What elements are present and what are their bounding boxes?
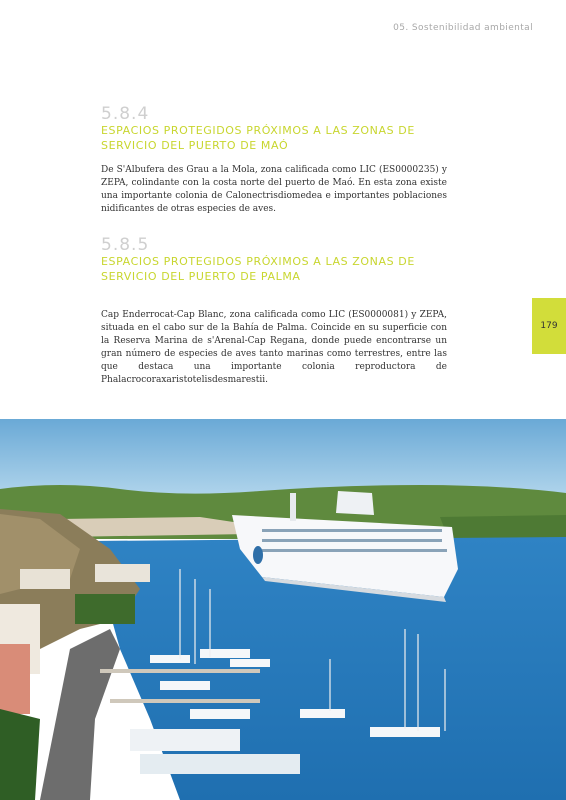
section-number: 5.8.4 bbox=[101, 104, 150, 124]
page-number: 179 bbox=[540, 321, 558, 331]
section-body: De S'Albufera des Grau a la Mola, zona calificada como LIC (ES0000235) y ZEPA, colindante con la costa norte del puerto de Maó. En esta zona existe una importante colonia de Calonectrisdiomedea e importantes poblaciones nidificantes de otras especies de aves. bbox=[101, 165, 447, 214]
section-number: 5.8.5 bbox=[101, 235, 150, 255]
harbor-photo bbox=[0, 419, 566, 800]
section-5-8-5 bbox=[101, 236, 447, 387]
section-body: Cap Enderrocat-Cap Blanc, zona calificada como LIC (ES0000081) y ZEPA, situada en el cabo sur de la Bahía de Palma. Coincide en su superficie con la Reserva Marina de s'Arenal-Cap Regana, donde puede encontrarse un gran número de especies de aves tanto marinas como terrestres, entre las que destaca una importante colonia reproductora de Phalacrocoraxaristotelisdesmarestii. bbox=[101, 310, 447, 385]
section-5-8-4 bbox=[101, 105, 447, 216]
chapter-header: 05. Sostenibilidad ambiental bbox=[393, 23, 533, 33]
page-number-tab bbox=[532, 298, 566, 354]
section-title: ESPACIOS PROTEGIDOS PRÓXIMOS A LAS ZONAS DE SERVICIO DEL PUERTO DE MAÓ bbox=[101, 124, 415, 152]
section-title: ESPACIOS PROTEGIDOS PRÓXIMOS A LAS ZONAS DE SERVICIO DEL PUERTO DE PALMA bbox=[101, 255, 415, 283]
